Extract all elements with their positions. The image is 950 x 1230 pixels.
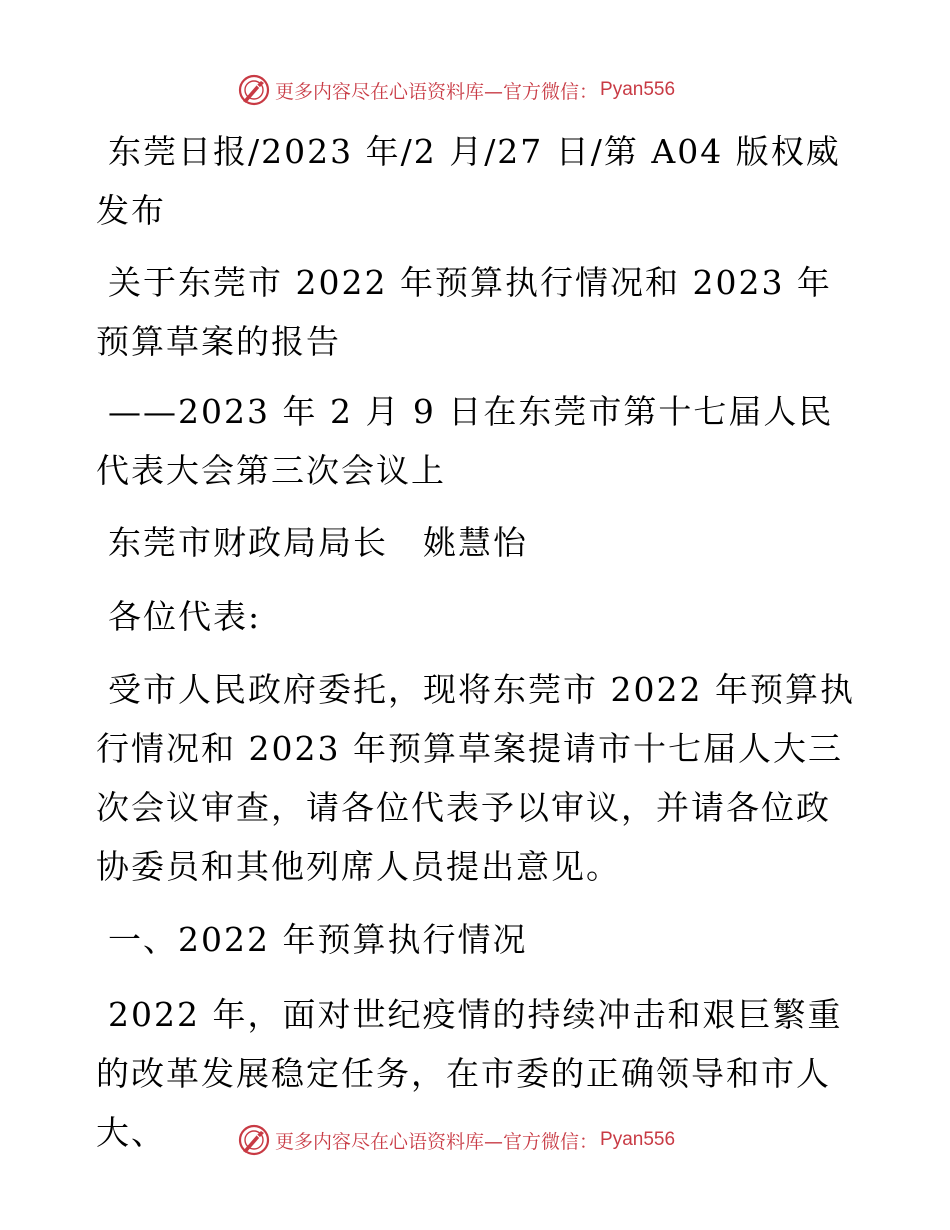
watermark-handle: Pyan556 [600,1129,676,1150]
watermark-header [237,72,675,108]
watermark-text: 更多内容尽在心语资料库—官方微信： [275,1130,599,1153]
watermark-text: 更多内容尽在心语资料库—官方微信： [275,80,599,103]
stylized-pen-seal-icon [237,1123,271,1157]
body-paragraph: 2022 年，面对世纪疫情的持续冲击和艰巨繁重的改革发展稳定任务，在市委的正确领导和市人大、 [96,995,843,1152]
watermark-handle: Pyan556 [600,79,676,100]
salutation: 各位代表: [108,597,262,636]
watermark-footer [237,1122,675,1158]
report-title: 关于东莞市 2022 年预算执行情况和 2023 年预算草案的报告 [96,263,832,361]
intro-paragraph: 受市人民政府委托，现将东莞市 2022 年预算执行情况和 2023 年预算草案提请市十七届人大三次会议审查，请各位代表予以审议，并请各位政协委员和其他列席人员提出意见。 [96,670,855,886]
source-line: 东莞日报/2023 年/2 月/27 日/第 A04 版权威发布 [96,132,841,230]
author-line: 东莞市财政局局长 姚慧怡 [108,523,528,562]
stylized-pen-seal-icon [237,73,271,107]
report-subtitle: ——2023 年 2 月 9 日在东莞市第十七届人民代表大会第三次会议上 [96,392,834,490]
section-heading: 一、2022 年预算执行情况 [108,920,528,959]
